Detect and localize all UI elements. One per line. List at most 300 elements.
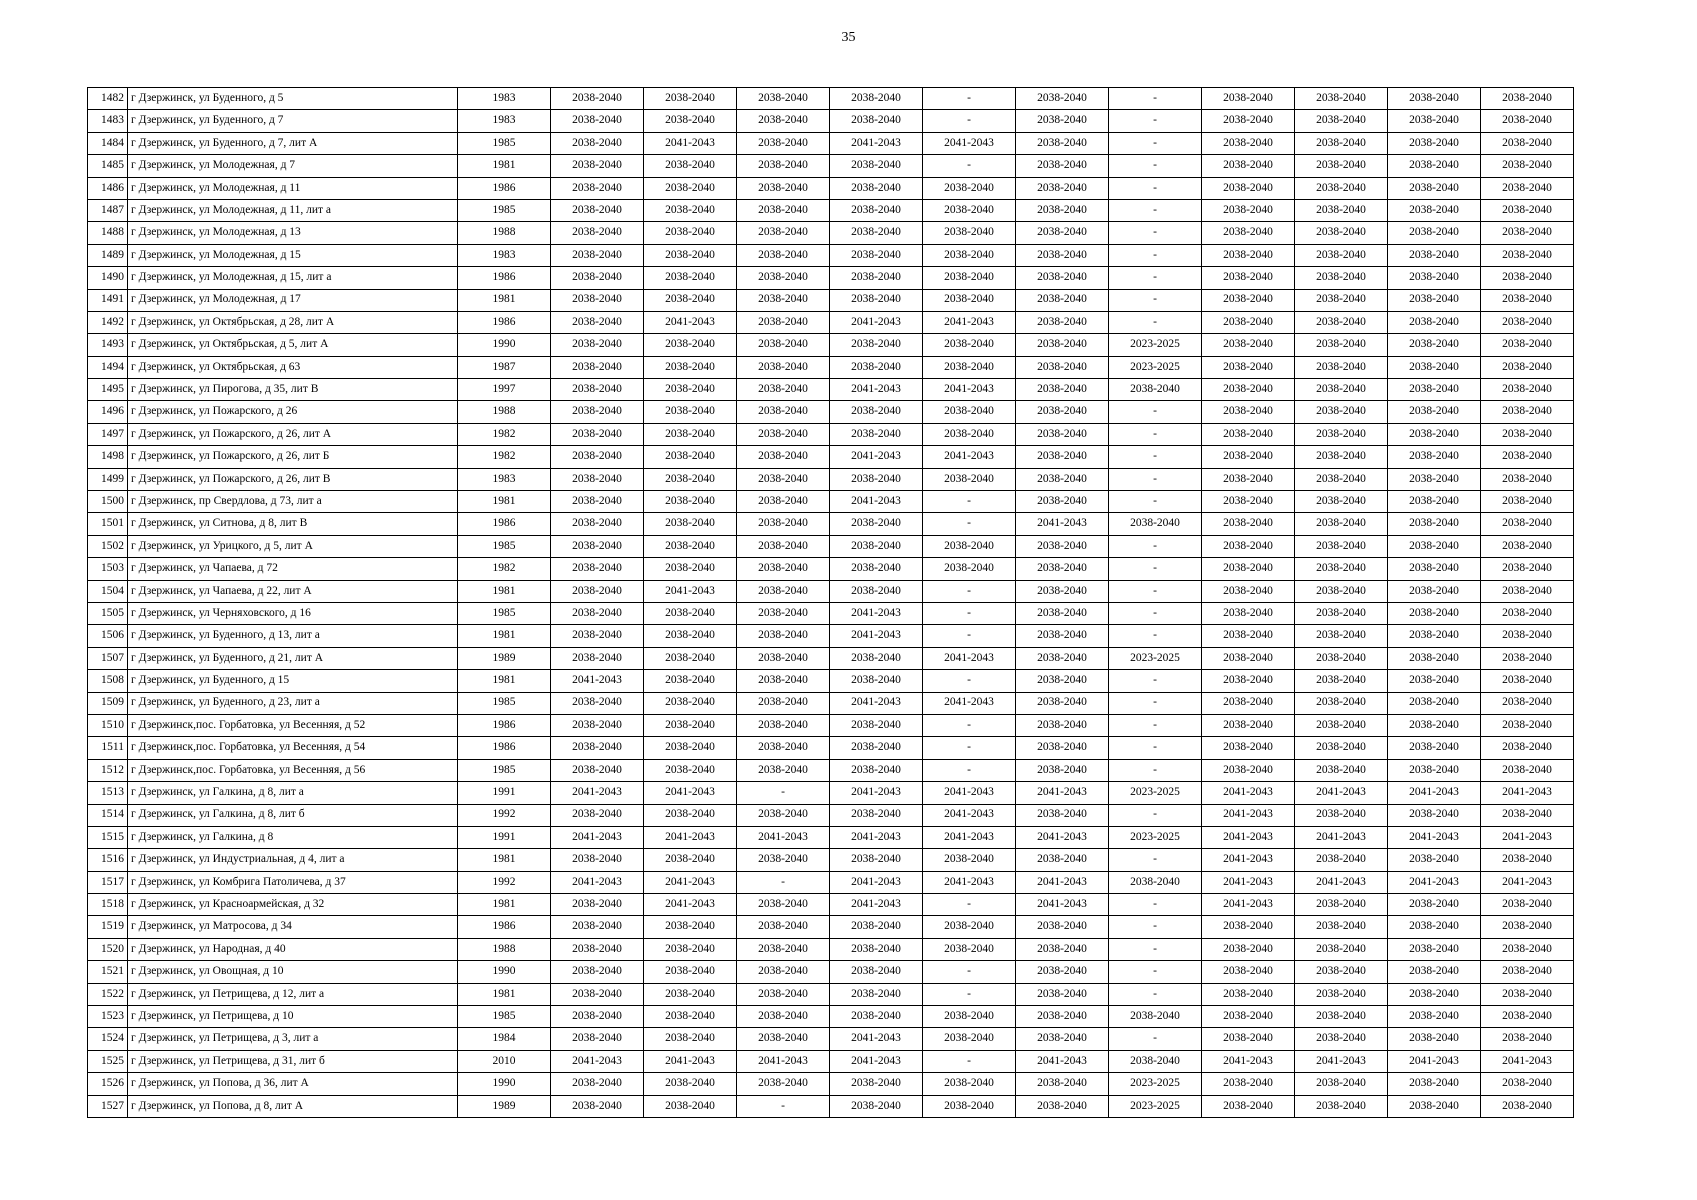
period-cell: 2038-2040 — [1295, 938, 1388, 960]
period-cell: - — [1109, 491, 1202, 513]
period-cell: 2038-2040 — [1016, 670, 1109, 692]
row-number-cell: 1502 — [88, 535, 128, 557]
period-cell: 2038-2040 — [737, 267, 830, 289]
period-cell: - — [1109, 580, 1202, 602]
period-cell: 2041-2043 — [1016, 1050, 1109, 1072]
period-cell: 2038-2040 — [737, 311, 830, 333]
row-number-cell: 1499 — [88, 468, 128, 490]
period-cell: 2038-2040 — [1388, 88, 1481, 110]
period-cell: 2038-2040 — [1016, 916, 1109, 938]
period-cell: 2038-2040 — [737, 155, 830, 177]
table-row — [88, 625, 1574, 647]
table-row — [88, 782, 1574, 804]
period-cell: - — [1109, 199, 1202, 221]
address-cell: г Дзержинск, ул Буденного, д 7 — [128, 110, 458, 132]
period-cell: - — [923, 759, 1016, 781]
period-cell: 2041-2043 — [1388, 1050, 1481, 1072]
period-cell: 2038-2040 — [830, 916, 923, 938]
period-cell: 2038-2040 — [737, 849, 830, 871]
period-cell: 2038-2040 — [1016, 535, 1109, 557]
period-cell: 2041-2043 — [644, 1050, 737, 1072]
table-row — [88, 1073, 1574, 1095]
period-cell: 2038-2040 — [1481, 446, 1574, 468]
period-cell: 2038-2040 — [1202, 1095, 1295, 1117]
period-cell: 2041-2043 — [923, 446, 1016, 468]
period-cell: 2038-2040 — [1295, 558, 1388, 580]
period-cell: 2038-2040 — [923, 535, 1016, 557]
period-cell: 2038-2040 — [1202, 916, 1295, 938]
period-cell: - — [923, 894, 1016, 916]
row-number-cell: 1521 — [88, 961, 128, 983]
year-cell: 1990 — [458, 961, 551, 983]
period-cell: 2038-2040 — [1295, 199, 1388, 221]
row-number-cell: 1508 — [88, 670, 128, 692]
year-cell: 1982 — [458, 558, 551, 580]
address-cell: г Дзержинск, ул Октябрьская, д 5, лит А — [128, 334, 458, 356]
period-cell: 2038-2040 — [1202, 714, 1295, 736]
period-cell: 2038-2040 — [1295, 491, 1388, 513]
period-cell: 2038-2040 — [737, 423, 830, 445]
period-cell: 2041-2043 — [644, 782, 737, 804]
period-cell: 2038-2040 — [1295, 737, 1388, 759]
period-cell: 2038-2040 — [1481, 804, 1574, 826]
row-number-cell: 1525 — [88, 1050, 128, 1072]
address-cell: г Дзержинск, ул Комбрига Патоличева, д 37 — [128, 871, 458, 893]
period-cell: 2041-2043 — [923, 379, 1016, 401]
row-number-cell: 1520 — [88, 938, 128, 960]
period-cell: 2038-2040 — [1481, 714, 1574, 736]
table-row — [88, 513, 1574, 535]
year-cell: 1981 — [458, 849, 551, 871]
period-cell: 2038-2040 — [923, 1095, 1016, 1117]
period-cell: 2038-2040 — [1388, 916, 1481, 938]
year-cell: 1985 — [458, 199, 551, 221]
period-cell: - — [1109, 737, 1202, 759]
period-cell: 2041-2043 — [1016, 826, 1109, 848]
period-cell: 2038-2040 — [1016, 961, 1109, 983]
period-cell: 2038-2040 — [1295, 714, 1388, 736]
table-row — [88, 1095, 1574, 1117]
period-cell: 2038-2040 — [1202, 558, 1295, 580]
period-cell: 2038-2040 — [1388, 737, 1481, 759]
address-cell: г Дзержинск, ул Матросова, д 34 — [128, 916, 458, 938]
period-cell: 2038-2040 — [1388, 804, 1481, 826]
period-cell: - — [1109, 177, 1202, 199]
period-cell: 2038-2040 — [1295, 401, 1388, 423]
table-row — [88, 491, 1574, 513]
address-cell: г Дзержинск, ул Буденного, д 7, лит А — [128, 132, 458, 154]
period-cell: 2038-2040 — [1388, 199, 1481, 221]
table-row — [88, 535, 1574, 557]
period-cell: 2038-2040 — [830, 468, 923, 490]
period-cell: 2038-2040 — [1295, 1073, 1388, 1095]
period-cell: 2038-2040 — [830, 110, 923, 132]
period-cell: 2038-2040 — [551, 625, 644, 647]
period-cell: 2038-2040 — [1016, 491, 1109, 513]
period-cell: 2038-2040 — [644, 155, 737, 177]
period-cell: 2041-2043 — [1481, 871, 1574, 893]
period-cell: 2038-2040 — [830, 961, 923, 983]
period-cell: 2038-2040 — [551, 602, 644, 624]
period-cell: 2038-2040 — [1016, 804, 1109, 826]
period-cell: 2038-2040 — [551, 132, 644, 154]
period-cell: 2038-2040 — [830, 334, 923, 356]
period-cell: 2038-2040 — [1295, 759, 1388, 781]
period-cell: 2038-2040 — [644, 491, 737, 513]
period-cell: 2038-2040 — [551, 759, 644, 781]
row-number-cell: 1507 — [88, 647, 128, 669]
period-cell: 2038-2040 — [1481, 849, 1574, 871]
period-cell: 2038-2040 — [830, 670, 923, 692]
period-cell: 2038-2040 — [1481, 737, 1574, 759]
period-cell: 2038-2040 — [1481, 983, 1574, 1005]
period-cell: 2038-2040 — [830, 558, 923, 580]
period-cell: 2041-2043 — [551, 1050, 644, 1072]
year-cell: 1986 — [458, 714, 551, 736]
period-cell: 2038-2040 — [830, 804, 923, 826]
period-cell: 2041-2043 — [1202, 849, 1295, 871]
period-cell: 2038-2040 — [737, 1028, 830, 1050]
period-cell: 2038-2040 — [1388, 379, 1481, 401]
period-cell: - — [1109, 692, 1202, 714]
period-cell: 2038-2040 — [1388, 849, 1481, 871]
period-cell: 2038-2040 — [644, 558, 737, 580]
table-row — [88, 692, 1574, 714]
period-cell: 2038-2040 — [1202, 580, 1295, 602]
year-cell: 1981 — [458, 894, 551, 916]
period-cell: 2038-2040 — [1388, 267, 1481, 289]
period-cell: - — [1109, 289, 1202, 311]
period-cell: 2038-2040 — [1481, 356, 1574, 378]
year-cell: 1991 — [458, 826, 551, 848]
period-cell: 2038-2040 — [830, 222, 923, 244]
row-number-cell: 1483 — [88, 110, 128, 132]
row-number-cell: 1504 — [88, 580, 128, 602]
period-cell: 2038-2040 — [737, 446, 830, 468]
period-cell: 2038-2040 — [644, 714, 737, 736]
period-cell: 2038-2040 — [923, 222, 1016, 244]
year-cell: 1983 — [458, 244, 551, 266]
period-cell: 2041-2043 — [830, 491, 923, 513]
year-cell: 1981 — [458, 983, 551, 1005]
period-cell: 2038-2040 — [1109, 871, 1202, 893]
period-cell: 2038-2040 — [1388, 132, 1481, 154]
period-cell: 2038-2040 — [1481, 401, 1574, 423]
period-cell: 2038-2040 — [1202, 311, 1295, 333]
period-cell: 2038-2040 — [1295, 535, 1388, 557]
period-cell: 2041-2043 — [1202, 894, 1295, 916]
period-cell: 2038-2040 — [1016, 1028, 1109, 1050]
period-cell: 2041-2043 — [644, 580, 737, 602]
address-cell: г Дзержинск, ул Урицкого, д 5, лит А — [128, 535, 458, 557]
period-cell: 2041-2043 — [830, 446, 923, 468]
period-cell: 2038-2040 — [737, 356, 830, 378]
period-cell: 2038-2040 — [737, 132, 830, 154]
year-cell: 1985 — [458, 132, 551, 154]
year-cell: 1981 — [458, 670, 551, 692]
period-cell: 2038-2040 — [1388, 155, 1481, 177]
period-cell: 2041-2043 — [923, 311, 1016, 333]
period-cell: 2038-2040 — [551, 647, 644, 669]
period-cell: 2038-2040 — [1295, 222, 1388, 244]
period-cell: 2038-2040 — [1202, 244, 1295, 266]
period-cell: 2041-2043 — [644, 894, 737, 916]
period-cell: 2038-2040 — [1388, 692, 1481, 714]
period-cell: 2038-2040 — [830, 244, 923, 266]
period-cell: - — [923, 110, 1016, 132]
period-cell: 2038-2040 — [737, 222, 830, 244]
period-cell: 2038-2040 — [551, 692, 644, 714]
address-cell: г Дзержинск, ул Пожарского, д 26, лит В — [128, 468, 458, 490]
period-cell: 2038-2040 — [1481, 132, 1574, 154]
period-cell: 2038-2040 — [1295, 289, 1388, 311]
period-cell: 2041-2043 — [644, 132, 737, 154]
period-cell: 2038-2040 — [644, 334, 737, 356]
period-cell: 2038-2040 — [1295, 692, 1388, 714]
period-cell: 2041-2043 — [830, 379, 923, 401]
period-cell: 2038-2040 — [830, 177, 923, 199]
period-cell: 2038-2040 — [1388, 625, 1481, 647]
period-cell: 2038-2040 — [644, 1095, 737, 1117]
period-cell: - — [1109, 558, 1202, 580]
period-cell: - — [923, 625, 1016, 647]
period-cell: 2038-2040 — [1016, 938, 1109, 960]
period-cell: 2038-2040 — [1481, 423, 1574, 445]
row-number-cell: 1493 — [88, 334, 128, 356]
period-cell: 2038-2040 — [923, 401, 1016, 423]
period-cell: - — [1109, 132, 1202, 154]
period-cell: 2038-2040 — [1202, 1073, 1295, 1095]
row-number-cell: 1512 — [88, 759, 128, 781]
year-cell: 1990 — [458, 1073, 551, 1095]
year-cell: 1986 — [458, 311, 551, 333]
address-cell: г Дзержинск, ул Попова, д 36, лит А — [128, 1073, 458, 1095]
period-cell: - — [923, 983, 1016, 1005]
row-number-cell: 1500 — [88, 491, 128, 513]
period-cell: 2038-2040 — [1481, 334, 1574, 356]
period-cell: 2038-2040 — [737, 625, 830, 647]
table-row — [88, 267, 1574, 289]
period-cell: - — [1109, 983, 1202, 1005]
period-cell: 2041-2043 — [1388, 826, 1481, 848]
period-cell: 2041-2043 — [1295, 782, 1388, 804]
period-cell: 2038-2040 — [551, 1028, 644, 1050]
period-cell: 2038-2040 — [1388, 491, 1481, 513]
period-cell: - — [1109, 961, 1202, 983]
year-cell: 1982 — [458, 446, 551, 468]
period-cell: 2038-2040 — [1016, 423, 1109, 445]
period-cell: 2041-2043 — [923, 647, 1016, 669]
period-cell: 2041-2043 — [923, 804, 1016, 826]
period-cell: 2038-2040 — [1295, 961, 1388, 983]
period-cell: 2038-2040 — [923, 938, 1016, 960]
address-cell: г Дзержинск, ул Буденного, д 15 — [128, 670, 458, 692]
period-cell: 2038-2040 — [1388, 289, 1481, 311]
period-cell: - — [1109, 88, 1202, 110]
period-cell: 2041-2043 — [551, 871, 644, 893]
period-cell: 2038-2040 — [737, 334, 830, 356]
period-cell: - — [1109, 849, 1202, 871]
period-cell: 2038-2040 — [1016, 401, 1109, 423]
period-cell: 2038-2040 — [1481, 1028, 1574, 1050]
period-cell: 2041-2043 — [830, 782, 923, 804]
address-cell: г Дзержинск, ул Буденного, д 21, лит А — [128, 647, 458, 669]
period-cell: 2038-2040 — [551, 938, 644, 960]
period-cell: 2038-2040 — [551, 513, 644, 535]
period-cell: 2038-2040 — [1388, 311, 1481, 333]
period-cell: 2038-2040 — [1202, 535, 1295, 557]
period-cell: 2041-2043 — [923, 871, 1016, 893]
period-cell: 2038-2040 — [644, 356, 737, 378]
table-row — [88, 132, 1574, 154]
period-cell: 2041-2043 — [830, 1028, 923, 1050]
period-cell: 2041-2043 — [923, 782, 1016, 804]
period-cell: 2038-2040 — [644, 222, 737, 244]
period-cell: 2023-2025 — [1109, 782, 1202, 804]
period-cell: 2038-2040 — [1481, 289, 1574, 311]
year-cell: 1992 — [458, 871, 551, 893]
address-cell: г Дзержинск, ул Овощная, д 10 — [128, 961, 458, 983]
period-cell: - — [923, 1050, 1016, 1072]
period-cell: - — [923, 670, 1016, 692]
row-number-cell: 1495 — [88, 379, 128, 401]
period-cell: 2038-2040 — [1481, 491, 1574, 513]
period-cell: - — [1109, 602, 1202, 624]
address-cell: г Дзержинск, ул Пожарского, д 26 — [128, 401, 458, 423]
period-cell: 2038-2040 — [1295, 849, 1388, 871]
period-cell: 2038-2040 — [1295, 513, 1388, 535]
period-cell: 2038-2040 — [1295, 625, 1388, 647]
period-cell: 2038-2040 — [1202, 602, 1295, 624]
year-cell: 1988 — [458, 938, 551, 960]
period-cell: - — [1109, 468, 1202, 490]
year-cell: 1988 — [458, 222, 551, 244]
period-cell: 2038-2040 — [644, 849, 737, 871]
period-cell: 2038-2040 — [1202, 88, 1295, 110]
table-row — [88, 244, 1574, 266]
period-cell: 2038-2040 — [1388, 1095, 1481, 1117]
period-cell: - — [1109, 1028, 1202, 1050]
period-cell: 2023-2025 — [1109, 334, 1202, 356]
period-cell: 2038-2040 — [1109, 513, 1202, 535]
period-cell: 2041-2043 — [1202, 782, 1295, 804]
year-cell: 1981 — [458, 491, 551, 513]
period-cell: 2038-2040 — [551, 334, 644, 356]
period-cell: 2038-2040 — [1016, 580, 1109, 602]
period-cell: 2038-2040 — [644, 1006, 737, 1028]
year-cell: 1986 — [458, 737, 551, 759]
period-cell: 2038-2040 — [1388, 558, 1481, 580]
row-number-cell: 1518 — [88, 894, 128, 916]
year-cell: 1997 — [458, 379, 551, 401]
year-cell: 1983 — [458, 88, 551, 110]
period-cell: 2038-2040 — [923, 558, 1016, 580]
table-row — [88, 871, 1574, 893]
row-number-cell: 1513 — [88, 782, 128, 804]
period-cell: 2038-2040 — [644, 602, 737, 624]
address-cell: г Дзержинск, ул Красноармейская, д 32 — [128, 894, 458, 916]
row-number-cell: 1510 — [88, 714, 128, 736]
period-cell: 2038-2040 — [737, 1073, 830, 1095]
period-cell: 2038-2040 — [644, 916, 737, 938]
period-cell: - — [1109, 804, 1202, 826]
row-number-cell: 1494 — [88, 356, 128, 378]
period-cell: 2038-2040 — [1295, 1095, 1388, 1117]
period-cell: 2038-2040 — [1016, 1095, 1109, 1117]
period-cell: 2038-2040 — [644, 244, 737, 266]
period-cell: 2038-2040 — [1295, 1028, 1388, 1050]
year-cell: 1982 — [458, 423, 551, 445]
period-cell: 2041-2043 — [644, 826, 737, 848]
period-cell: 2038-2040 — [1016, 110, 1109, 132]
period-cell: 2038-2040 — [1481, 602, 1574, 624]
period-cell: 2038-2040 — [1016, 222, 1109, 244]
table-row — [88, 1028, 1574, 1050]
period-cell: 2038-2040 — [551, 289, 644, 311]
address-cell: г Дзержинск, ул Галкина, д 8, лит б — [128, 804, 458, 826]
table-row — [88, 1050, 1574, 1072]
period-cell: 2038-2040 — [1202, 155, 1295, 177]
table-row — [88, 155, 1574, 177]
period-cell: 2038-2040 — [551, 468, 644, 490]
period-cell: 2038-2040 — [1016, 88, 1109, 110]
address-cell: г Дзержинск, ул Молодежная, д 13 — [128, 222, 458, 244]
period-cell: 2041-2043 — [551, 826, 644, 848]
period-cell: - — [1109, 110, 1202, 132]
period-cell: 2038-2040 — [1295, 334, 1388, 356]
year-cell: 1986 — [458, 267, 551, 289]
period-cell: 2038-2040 — [923, 267, 1016, 289]
address-cell: г Дзержинск, ул Чапаева, д 72 — [128, 558, 458, 580]
period-cell: 2038-2040 — [1016, 558, 1109, 580]
period-cell: 2038-2040 — [644, 938, 737, 960]
table-row — [88, 222, 1574, 244]
period-cell: 2038-2040 — [737, 916, 830, 938]
period-cell: - — [1109, 244, 1202, 266]
period-cell: 2038-2040 — [1295, 177, 1388, 199]
period-cell: 2038-2040 — [1481, 916, 1574, 938]
period-cell: 2038-2040 — [551, 199, 644, 221]
period-cell: 2038-2040 — [644, 804, 737, 826]
period-cell: 2038-2040 — [551, 110, 644, 132]
address-cell: г Дзержинск, ул Галкина, д 8 — [128, 826, 458, 848]
table-row — [88, 446, 1574, 468]
year-cell: 1981 — [458, 155, 551, 177]
address-cell: г Дзержинск, ул Ситнова, д 8, лит В — [128, 513, 458, 535]
period-cell: 2038-2040 — [1202, 983, 1295, 1005]
period-cell: 2038-2040 — [1481, 88, 1574, 110]
address-cell: г Дзержинск, ул Петрищева, д 31, лит б — [128, 1050, 458, 1072]
table-row — [88, 423, 1574, 445]
period-cell: 2038-2040 — [551, 491, 644, 513]
period-cell: 2038-2040 — [737, 535, 830, 557]
period-cell: - — [737, 1095, 830, 1117]
period-cell: 2038-2040 — [1481, 759, 1574, 781]
period-cell: - — [923, 714, 1016, 736]
period-cell: 2038-2040 — [1295, 356, 1388, 378]
period-cell: 2038-2040 — [551, 849, 644, 871]
year-cell: 1985 — [458, 692, 551, 714]
period-cell: 2038-2040 — [1295, 602, 1388, 624]
period-cell: - — [923, 602, 1016, 624]
period-cell: 2038-2040 — [830, 938, 923, 960]
period-cell: 2041-2043 — [1295, 1050, 1388, 1072]
period-cell: 2038-2040 — [1016, 446, 1109, 468]
period-cell: 2041-2043 — [551, 782, 644, 804]
period-cell: 2041-2043 — [1202, 826, 1295, 848]
year-cell: 1985 — [458, 535, 551, 557]
year-cell: 1986 — [458, 513, 551, 535]
